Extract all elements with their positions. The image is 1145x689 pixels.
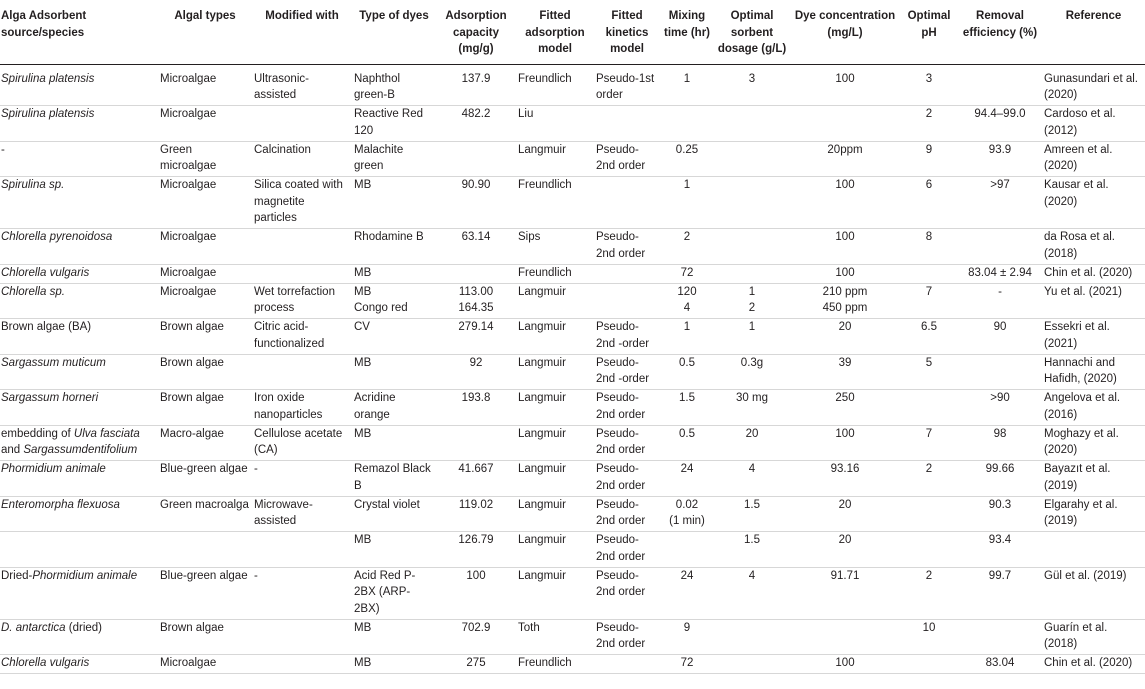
cell-algal-type: Brown algae <box>160 392 224 404</box>
table-row <box>0 496 1145 532</box>
cell-reference: Gunasundari et al. (2020) <box>1044 72 1138 101</box>
cell-concentration: 20 <box>838 534 852 546</box>
cell-mixing-time: 24 <box>680 463 694 475</box>
cell-efficiency: 98 <box>993 427 1007 440</box>
col-dosage-header: Optimal sorbent dosage (g/L) <box>717 10 787 55</box>
cell-modified: Iron oxide nanoparticles <box>254 392 323 421</box>
cell-mixing-time: 72 <box>680 657 694 669</box>
cell-dosage <box>714 619 790 655</box>
cell-dosage: 1 2 <box>748 285 756 314</box>
cell-reference: Kausar et al. (2020) <box>1044 179 1109 208</box>
cell-ph: 2 <box>925 569 933 582</box>
cell-modified: - <box>254 569 258 582</box>
cell-species <box>0 532 158 568</box>
cell-concentration: 100 <box>835 657 855 669</box>
cell-modified <box>252 532 352 568</box>
cell-species <box>0 64 158 106</box>
species-text: and <box>1 444 24 456</box>
species-name: Chlorella sp. <box>1 285 65 298</box>
cell-reference: Bayazıt et al. (2019) <box>1044 463 1111 492</box>
cell-dosage: 4 <box>748 569 756 582</box>
cell-species <box>0 655 158 674</box>
cell-ph: 6.5 <box>921 321 937 333</box>
cell-efficiency: 99.7 <box>988 569 1012 582</box>
cell-mixing-time: 2 <box>683 231 691 243</box>
table-row <box>0 425 1145 461</box>
cell-dosage: 30 mg <box>736 392 768 404</box>
cell-concentration: 20ppm <box>827 143 863 156</box>
cell-kin-model: Pseudo-2nd order <box>596 569 646 598</box>
cell-ph: 2 <box>925 463 933 475</box>
cell-kin-model: Pseudo-2nd -order <box>596 356 650 385</box>
cell-algal-type: Microalgae <box>160 108 217 120</box>
cell-mixing-time: 1.5 <box>679 392 695 404</box>
cell-algal-type <box>158 532 252 568</box>
cell-capacity: 63.14 <box>461 231 491 243</box>
cell-capacity: 113.00 164.35 <box>458 285 494 314</box>
cell-modified <box>252 354 352 390</box>
cell-ph: 9 <box>925 143 933 156</box>
cell-modified: Silica coated with magnetite particles <box>254 179 343 224</box>
cell-kin-model <box>594 106 660 142</box>
col-modified-header: Modified with <box>265 10 339 22</box>
species-name: Phormidium animale <box>32 569 138 582</box>
cell-species <box>0 461 158 497</box>
cell-efficiency: - <box>998 285 1002 298</box>
cell-concentration: 20 <box>838 321 852 333</box>
col-mixing-time-header: Mixing time (hr) <box>664 10 710 39</box>
col-kin-model-header: Fitted kinetics model <box>605 10 649 55</box>
cell-ads-model: Sips <box>518 231 541 243</box>
cell-kin-model: Pseudo-2nd order <box>596 231 646 260</box>
cell-dosage: 1.5 <box>744 498 760 511</box>
cell-capacity <box>436 141 516 177</box>
cell-reference: Gül et al. (2019) <box>1044 569 1127 582</box>
cell-modified: Calcination <box>254 143 311 156</box>
col-reference-header: Reference <box>1065 10 1122 22</box>
cell-species <box>0 354 158 390</box>
cell-ads-model: Langmuir <box>518 534 566 546</box>
cell-dye-type: CV <box>354 321 370 333</box>
cell-reference: Guarín et al. (2018) <box>1044 621 1108 650</box>
cell-kin-model <box>594 264 660 283</box>
species-name: Sargassum horneri <box>1 392 99 404</box>
cell-species <box>0 106 158 142</box>
cell-ph: 2 <box>925 108 933 120</box>
cell-kin-model: Pseudo-2nd order <box>596 143 646 172</box>
cell-kin-model: Pseudo-2nd -order <box>596 321 650 350</box>
cell-ph: 5 <box>925 356 933 369</box>
cell-capacity: 92 <box>469 356 483 369</box>
cell-ads-model: Langmuir <box>518 463 566 475</box>
species-text: Dried- <box>1 569 33 582</box>
table-row <box>0 354 1145 390</box>
cell-algal-type: Blue-green algae <box>160 569 248 582</box>
table-body <box>0 64 1145 674</box>
cell-ph: 3 <box>925 72 933 85</box>
cell-mixing-time: 1 <box>683 321 691 333</box>
cell-ads-model: Freundlich <box>518 266 572 279</box>
cell-mixing-time: 0.5 <box>679 356 695 369</box>
table-row <box>0 177 1145 229</box>
cell-algal-type: Microalgae <box>160 266 217 279</box>
table-row <box>0 64 1145 106</box>
table-row <box>0 229 1145 265</box>
species-text: (dried) <box>65 621 102 634</box>
cell-kin-model: Pseudo-2nd order <box>596 463 646 492</box>
cell-reference: Chin et al. (2020) <box>1044 266 1133 279</box>
cell-mixing-time <box>660 532 714 568</box>
cell-dosage <box>714 106 790 142</box>
cell-capacity <box>436 425 516 461</box>
species-name: Phormidium animale <box>1 463 106 475</box>
cell-algal-type: Microalgae <box>160 179 217 191</box>
cell-reference: Cardoso et al. (2012) <box>1044 108 1116 137</box>
cell-dye-type: MB Congo red <box>354 285 408 314</box>
cell-capacity: 193.8 <box>461 392 491 404</box>
cell-mixing-time: 72 <box>680 266 694 279</box>
cell-kin-model <box>594 283 660 319</box>
cell-modified: - <box>254 463 258 475</box>
species-name: Spirulina sp. <box>1 179 65 191</box>
cell-algal-type: Microalgae <box>160 657 217 669</box>
cell-ads-model: Langmuir <box>518 392 566 404</box>
species-name: Chlorella pyrenoidosa <box>1 231 113 243</box>
cell-concentration: 39 <box>838 356 852 369</box>
cell-dosage: 3 <box>748 72 756 85</box>
cell-ads-model: Toth <box>518 621 540 634</box>
cell-efficiency <box>958 229 1042 265</box>
cell-ph <box>900 390 958 426</box>
col-efficiency-header: Removal efficiency (%) <box>962 10 1038 39</box>
table-row <box>0 532 1145 568</box>
cell-efficiency: 94.4–99.0 <box>974 108 1026 120</box>
cell-dosage: 4 <box>748 463 756 475</box>
cell-algal-type: Microalgae <box>160 285 217 298</box>
cell-dye-type: Acid Red P-2BX (ARP-2BX) <box>354 569 416 615</box>
species-name: Enteromorpha flexuosa <box>1 498 120 511</box>
cell-mixing-time: 24 <box>680 569 694 582</box>
cell-species <box>0 264 158 283</box>
species-name: Sargassum muticum <box>1 356 106 369</box>
cell-dye-type: Remazol Black B <box>354 463 431 492</box>
cell-concentration: 100 <box>835 72 855 85</box>
cell-species <box>0 229 158 265</box>
cell-species <box>0 425 158 461</box>
cell-capacity: 119.02 <box>458 498 494 511</box>
cell-dye-type: Crystal violet <box>354 498 420 511</box>
cell-dye-type: MB <box>354 657 372 669</box>
cell-capacity: 90.90 <box>461 179 491 191</box>
cell-dosage: 0.3g <box>740 356 764 369</box>
cell-capacity: 100 <box>466 569 486 582</box>
cell-reference: Amreen et al. (2020) <box>1044 143 1113 172</box>
cell-species <box>0 390 158 426</box>
cell-ph <box>900 532 958 568</box>
cell-dosage: 1.5 <box>744 534 760 546</box>
cell-capacity: 126.79 <box>458 534 494 546</box>
table-row <box>0 619 1145 655</box>
cell-kin-model: Pseudo-1st order <box>596 72 655 101</box>
cell-dye-type: Malachite green <box>354 143 404 172</box>
species-name: Spirulina platensis <box>1 108 95 120</box>
cell-dye-type: MB <box>354 266 372 279</box>
cell-capacity: 275 <box>466 657 486 669</box>
cell-efficiency: 99.66 <box>985 463 1015 475</box>
cell-ph <box>900 496 958 532</box>
cell-mixing-time <box>660 106 714 142</box>
cell-reference <box>1042 532 1145 568</box>
cell-kin-model: Pseudo-2nd order <box>596 392 646 421</box>
col-capacity-header: Adsorption capacity (mg/g) <box>445 10 507 55</box>
cell-algal-type: Macro-algae <box>160 427 224 440</box>
cell-modified <box>252 655 352 674</box>
cell-concentration: 100 <box>835 179 855 191</box>
cell-concentration: 20 <box>838 498 852 511</box>
cell-algal-type: Brown algae <box>160 321 224 333</box>
cell-concentration: 91.71 <box>830 569 860 582</box>
cell-mixing-time: 0.25 <box>675 143 699 156</box>
species-name: Chlorella vulgaris <box>1 657 90 669</box>
col-ph-header: Optimal pH <box>907 10 951 39</box>
cell-dosage <box>714 141 790 177</box>
cell-modified: Wet torrefaction process <box>254 285 335 314</box>
cell-ph: 7 <box>925 427 933 440</box>
cell-efficiency: 83.04 <box>985 657 1015 669</box>
table-row <box>0 141 1145 177</box>
cell-efficiency <box>958 354 1042 390</box>
cell-concentration: 250 <box>835 392 855 404</box>
cell-algal-type: Brown algae <box>160 621 224 634</box>
cell-modified <box>252 229 352 265</box>
cell-dye-type: Naphthol green-B <box>354 72 401 101</box>
cell-species <box>0 496 158 532</box>
cell-species <box>0 567 158 619</box>
cell-dye-type: MB <box>354 427 372 440</box>
species-name: Spirulina platensis <box>1 72 95 85</box>
cell-dosage: 20 <box>745 427 759 440</box>
cell-mixing-time: 9 <box>683 621 691 634</box>
species-name: D. antarctica <box>1 621 66 634</box>
cell-ph <box>900 264 958 283</box>
cell-mixing-time: 1 <box>683 179 691 191</box>
col-dye-type-header: Type of dyes <box>359 10 429 22</box>
cell-modified <box>252 106 352 142</box>
cell-mixing-time: 120 4 <box>677 285 697 314</box>
cell-algal-type: Microalgae <box>160 72 217 85</box>
cell-modified: Ultrasonic-assisted <box>254 72 309 101</box>
cell-concentration: 100 <box>835 427 855 440</box>
table-row <box>0 264 1145 283</box>
cell-reference: Elgarahy et al. (2019) <box>1044 498 1118 527</box>
cell-reference: Hannachi and Hafidh, (2020) <box>1044 356 1117 385</box>
cell-dye-type: Reactive Red 120 <box>354 108 424 137</box>
cell-efficiency: >97 <box>990 179 1010 191</box>
cell-ph: 7 <box>925 285 933 298</box>
cell-ph: 10 <box>922 621 936 634</box>
cell-reference: da Rosa et al. (2018) <box>1044 231 1115 260</box>
cell-efficiency <box>958 619 1042 655</box>
cell-dye-type: MB <box>354 534 372 546</box>
table-header <box>0 0 1145 64</box>
cell-ads-model: Langmuir <box>518 427 566 440</box>
cell-reference: Essekri et al. (2021) <box>1044 321 1110 350</box>
table-row <box>0 655 1145 674</box>
cell-capacity: 137.9 <box>461 72 491 85</box>
col-algal-type-header: Algal types <box>174 10 236 22</box>
cell-efficiency: 93.9 <box>988 143 1012 156</box>
cell-dye-type: MB <box>354 621 372 634</box>
cell-kin-model <box>594 655 660 674</box>
cell-dye-type: Acridine orange <box>354 392 396 421</box>
cell-modified <box>252 264 352 283</box>
table-row <box>0 461 1145 497</box>
cell-ads-model: Freundlich <box>518 72 572 85</box>
table-row <box>0 106 1145 142</box>
cell-reference: Moghazy et al. (2020) <box>1044 427 1119 456</box>
table-row <box>0 283 1145 319</box>
cell-concentration <box>790 619 900 655</box>
cell-dye-type: MB <box>354 356 372 369</box>
cell-algal-type: Blue-green algae <box>160 463 248 475</box>
cell-species <box>0 283 158 319</box>
col-species-header: Alga Adsorbent source/species <box>1 10 87 39</box>
cell-concentration: 93.16 <box>830 463 860 475</box>
cell-dosage <box>714 229 790 265</box>
cell-kin-model: Pseudo-2nd order <box>596 534 646 563</box>
cell-capacity: 482.2 <box>461 108 491 120</box>
cell-kin-model: Pseudo-2nd order <box>596 427 646 456</box>
cell-capacity: 279.14 <box>458 321 494 333</box>
species-name: Ulva fasciata <box>73 427 140 440</box>
cell-kin-model: Pseudo-2nd order <box>596 498 646 527</box>
cell-ph: 8 <box>925 231 933 243</box>
cell-capacity: 41.667 <box>458 463 494 475</box>
cell-algal-type: Green microalgae <box>160 143 217 172</box>
cell-ads-model: Langmuir <box>518 321 566 333</box>
cell-algal-type: Green macroalga <box>160 498 249 511</box>
cell-mixing-time: 1 <box>683 72 691 85</box>
cell-dosage <box>714 655 790 674</box>
cell-efficiency: 93.4 <box>988 534 1012 546</box>
cell-concentration: 100 <box>835 266 855 279</box>
cell-reference: Chin et al. (2020) <box>1044 657 1133 669</box>
cell-modified <box>252 619 352 655</box>
cell-concentration: 210 ppm 450 ppm <box>822 285 868 314</box>
table-row <box>0 567 1145 619</box>
cell-concentration: 100 <box>835 231 855 243</box>
species-name: Sargassumdentifolium <box>23 444 138 456</box>
cell-species: Brown algae (BA) <box>1 321 92 333</box>
cell-efficiency <box>958 64 1042 106</box>
cell-ads-model: Liu <box>518 108 534 120</box>
cell-species <box>0 177 158 229</box>
cell-dosage <box>714 264 790 283</box>
cell-ads-model: Langmuir <box>518 356 566 369</box>
species-text: embedding of <box>1 427 74 440</box>
species-name: Chlorella vulgaris <box>1 266 90 279</box>
cell-dye-type: Rhodamine B <box>354 231 424 243</box>
cell-ads-model: Langmuir <box>518 285 566 298</box>
cell-ads-model: Freundlich <box>518 657 572 669</box>
cell-ads-model: Freundlich <box>518 179 572 191</box>
cell-dye-type: MB <box>354 179 372 191</box>
cell-dosage <box>714 177 790 229</box>
cell-mixing-time: 0.5 <box>679 427 695 440</box>
cell-kin-model: Pseudo-2nd order <box>596 621 646 650</box>
cell-algal-type: Brown algae <box>160 356 224 369</box>
cell-modified: Cellulose acetate (CA) <box>254 427 343 456</box>
cell-ads-model: Langmuir <box>518 143 566 156</box>
cell-modified: Citric acid-functionalized <box>254 321 325 350</box>
cell-ads-model: Langmuir <box>518 498 566 511</box>
cell-capacity: 702.9 <box>461 621 491 634</box>
cell-dosage: 1 <box>748 321 756 333</box>
cell-concentration <box>790 106 900 142</box>
cell-ph: 6 <box>925 179 933 191</box>
cell-reference: Angelova et al. (2016) <box>1044 392 1121 421</box>
cell-ads-model: Langmuir <box>518 569 566 582</box>
cell-kin-model <box>594 177 660 229</box>
col-concentration-header: Dye concentration (mg/L) <box>794 10 896 39</box>
col-ads-model-header: Fitted adsorption model <box>525 10 585 55</box>
table-row <box>0 319 1145 355</box>
cell-efficiency: 83.04 ± 2.94 <box>968 266 1032 279</box>
cell-mixing-time: 0.02 (1 min) <box>669 498 705 527</box>
cell-species: - <box>1 143 5 156</box>
cell-efficiency: >90 <box>990 392 1010 404</box>
cell-algal-type: Microalgae <box>160 231 217 243</box>
cell-reference: Yu et al. (2021) <box>1044 285 1122 298</box>
cell-modified: Microwave-assisted <box>254 498 313 527</box>
cell-efficiency: 90 <box>993 321 1007 333</box>
cell-efficiency: 90.3 <box>988 498 1012 511</box>
cell-species <box>0 619 158 655</box>
cell-capacity <box>436 264 516 283</box>
table-row <box>0 390 1145 426</box>
cell-ph <box>900 655 958 674</box>
